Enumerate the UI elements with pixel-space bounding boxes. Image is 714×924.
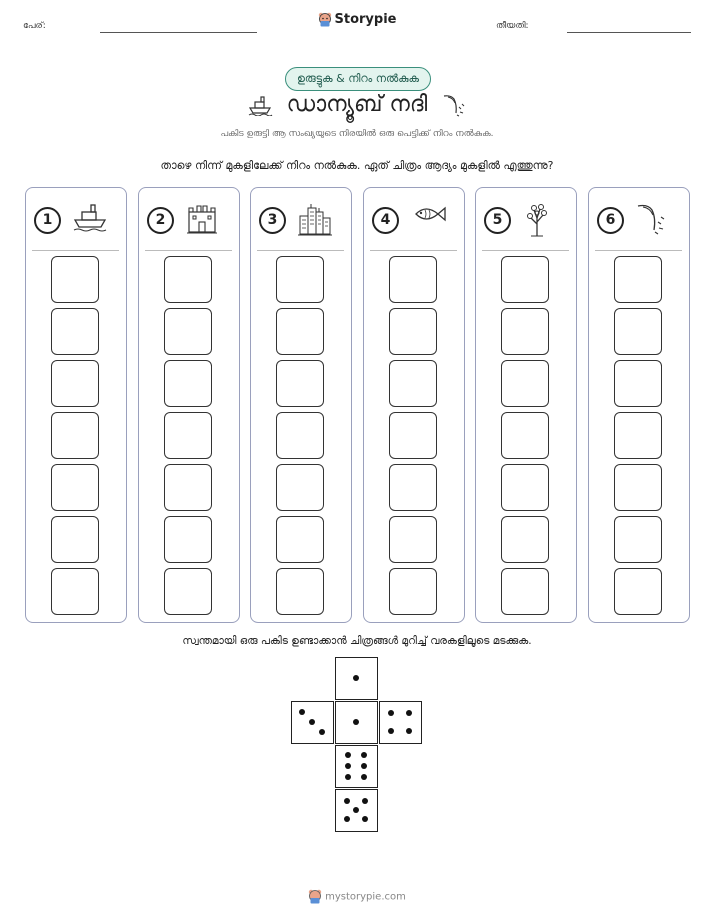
column-divider: [482, 250, 569, 251]
color-box[interactable]: [276, 256, 324, 303]
name-line[interactable]: [100, 32, 257, 33]
color-box[interactable]: [276, 568, 324, 615]
color-box[interactable]: [614, 412, 662, 459]
color-box[interactable]: [614, 516, 662, 563]
color-box[interactable]: [276, 464, 324, 511]
color-box[interactable]: [501, 568, 549, 615]
color-box[interactable]: [276, 360, 324, 407]
castle-icon: [185, 202, 219, 238]
color-box[interactable]: [614, 464, 662, 511]
subtitle: പകിട ഉരുട്ടി ആ സംഖ്യയുടെ നിരയിൽ ഒരു പെട്ടിക്ക് നിറം നൽകുക.: [220, 129, 494, 139]
dice-pip: [388, 710, 394, 716]
fish-icon: [410, 202, 448, 230]
column-divider: [257, 250, 344, 251]
bear-logo-icon: [318, 12, 332, 27]
color-box[interactable]: [614, 256, 662, 303]
name-label: പേര്:: [23, 21, 46, 31]
color-box[interactable]: [614, 360, 662, 407]
color-box[interactable]: [389, 568, 437, 615]
date-line[interactable]: [567, 32, 691, 33]
column-number: 1: [34, 207, 61, 234]
column-6: [588, 187, 690, 623]
column-2: [138, 187, 240, 623]
dice-pip: [361, 763, 367, 769]
dice-pip: [361, 774, 367, 780]
color-box[interactable]: [501, 256, 549, 303]
column-number: 2: [147, 207, 174, 234]
color-box[interactable]: [276, 412, 324, 459]
dice-pip: [345, 752, 351, 758]
column-4: [363, 187, 465, 623]
date-label: തീയതി:: [496, 21, 529, 31]
color-box[interactable]: [276, 516, 324, 563]
dice-pip: [344, 816, 350, 822]
color-box[interactable]: [501, 412, 549, 459]
color-box[interactable]: [389, 308, 437, 355]
color-box[interactable]: [389, 464, 437, 511]
dice-pip: [362, 816, 368, 822]
color-box[interactable]: [51, 308, 99, 355]
tree-icon: [522, 202, 552, 242]
dice-pip: [361, 752, 367, 758]
brand-logo: [0, 12, 714, 27]
color-box[interactable]: [164, 568, 212, 615]
column-divider: [32, 250, 119, 251]
waterfall-icon: [441, 93, 467, 117]
dice-pip: [299, 709, 305, 715]
color-box[interactable]: [389, 256, 437, 303]
color-box[interactable]: [51, 412, 99, 459]
dice-pip: [406, 710, 412, 716]
instruction: താഴെ നിന്ന് മുകളിലേക്ക് നിറം നൽകുക. ഏത് ചിത്രം ആദ്യം മുകളിൽ എത്തുന്നു?: [160, 159, 554, 172]
column-divider: [145, 250, 232, 251]
color-box[interactable]: [389, 412, 437, 459]
column-divider: [370, 250, 457, 251]
dice-pip: [388, 728, 394, 734]
color-box[interactable]: [51, 464, 99, 511]
dice-face-6: [335, 745, 378, 788]
dice-face-1: [335, 701, 378, 744]
footer-url[interactable]: mystorypie.com: [325, 891, 406, 903]
color-box[interactable]: [51, 360, 99, 407]
color-box[interactable]: [614, 308, 662, 355]
waterfall-icon: [635, 202, 667, 240]
color-box[interactable]: [164, 464, 212, 511]
column-number: 3: [259, 207, 286, 234]
color-box[interactable]: [501, 464, 549, 511]
column-1: [25, 187, 127, 623]
dice-face-1: [335, 657, 378, 700]
title-text: ഡാന്യൂബ് നദി: [286, 92, 428, 117]
dice-face-4: [379, 701, 422, 744]
color-box[interactable]: [389, 360, 437, 407]
dice-pip: [345, 774, 351, 780]
color-box[interactable]: [501, 516, 549, 563]
city-icon: [297, 202, 333, 240]
dice-pip: [344, 798, 350, 804]
dice-pip: [406, 728, 412, 734]
column-5: [475, 187, 577, 623]
color-box[interactable]: [164, 412, 212, 459]
dice-pip: [345, 763, 351, 769]
color-box[interactable]: [164, 308, 212, 355]
color-box[interactable]: [389, 516, 437, 563]
column-number: 4: [372, 207, 399, 234]
color-box[interactable]: [51, 516, 99, 563]
color-box[interactable]: [614, 568, 662, 615]
boat-icon: [72, 202, 108, 236]
dice-face-5: [335, 789, 378, 832]
column-number: 6: [597, 207, 624, 234]
dice-pip: [353, 719, 359, 725]
color-box[interactable]: [164, 516, 212, 563]
color-box[interactable]: [51, 256, 99, 303]
activity-pill: ഉരുട്ടുക & നിറം നൽകുക: [285, 67, 431, 91]
column-number: 5: [484, 207, 511, 234]
color-box[interactable]: [276, 308, 324, 355]
dice-pip: [362, 798, 368, 804]
dice-pip: [309, 719, 315, 725]
dice-pip: [353, 807, 359, 813]
color-box[interactable]: [164, 360, 212, 407]
color-box[interactable]: [164, 256, 212, 303]
dice-pip: [319, 729, 325, 735]
dice-instruction: സ്വന്തമായി ഒരു പകിട ഉണ്ടാക്കാൻ ചിത്രങ്ങൾ മുറിച്ച് വരകളിലൂടെ മടക്കുക.: [182, 635, 532, 647]
dice-face-3: [291, 701, 334, 744]
color-box[interactable]: [501, 308, 549, 355]
color-box[interactable]: [51, 568, 99, 615]
page-title: [0, 92, 714, 117]
column-divider: [595, 250, 682, 251]
footer: [0, 889, 714, 904]
boat-icon: [247, 94, 273, 116]
bear-logo-icon: [308, 889, 322, 904]
dice-pip: [353, 675, 359, 681]
brand-name: Storypie: [334, 12, 397, 27]
color-box[interactable]: [501, 360, 549, 407]
column-3: [250, 187, 352, 623]
